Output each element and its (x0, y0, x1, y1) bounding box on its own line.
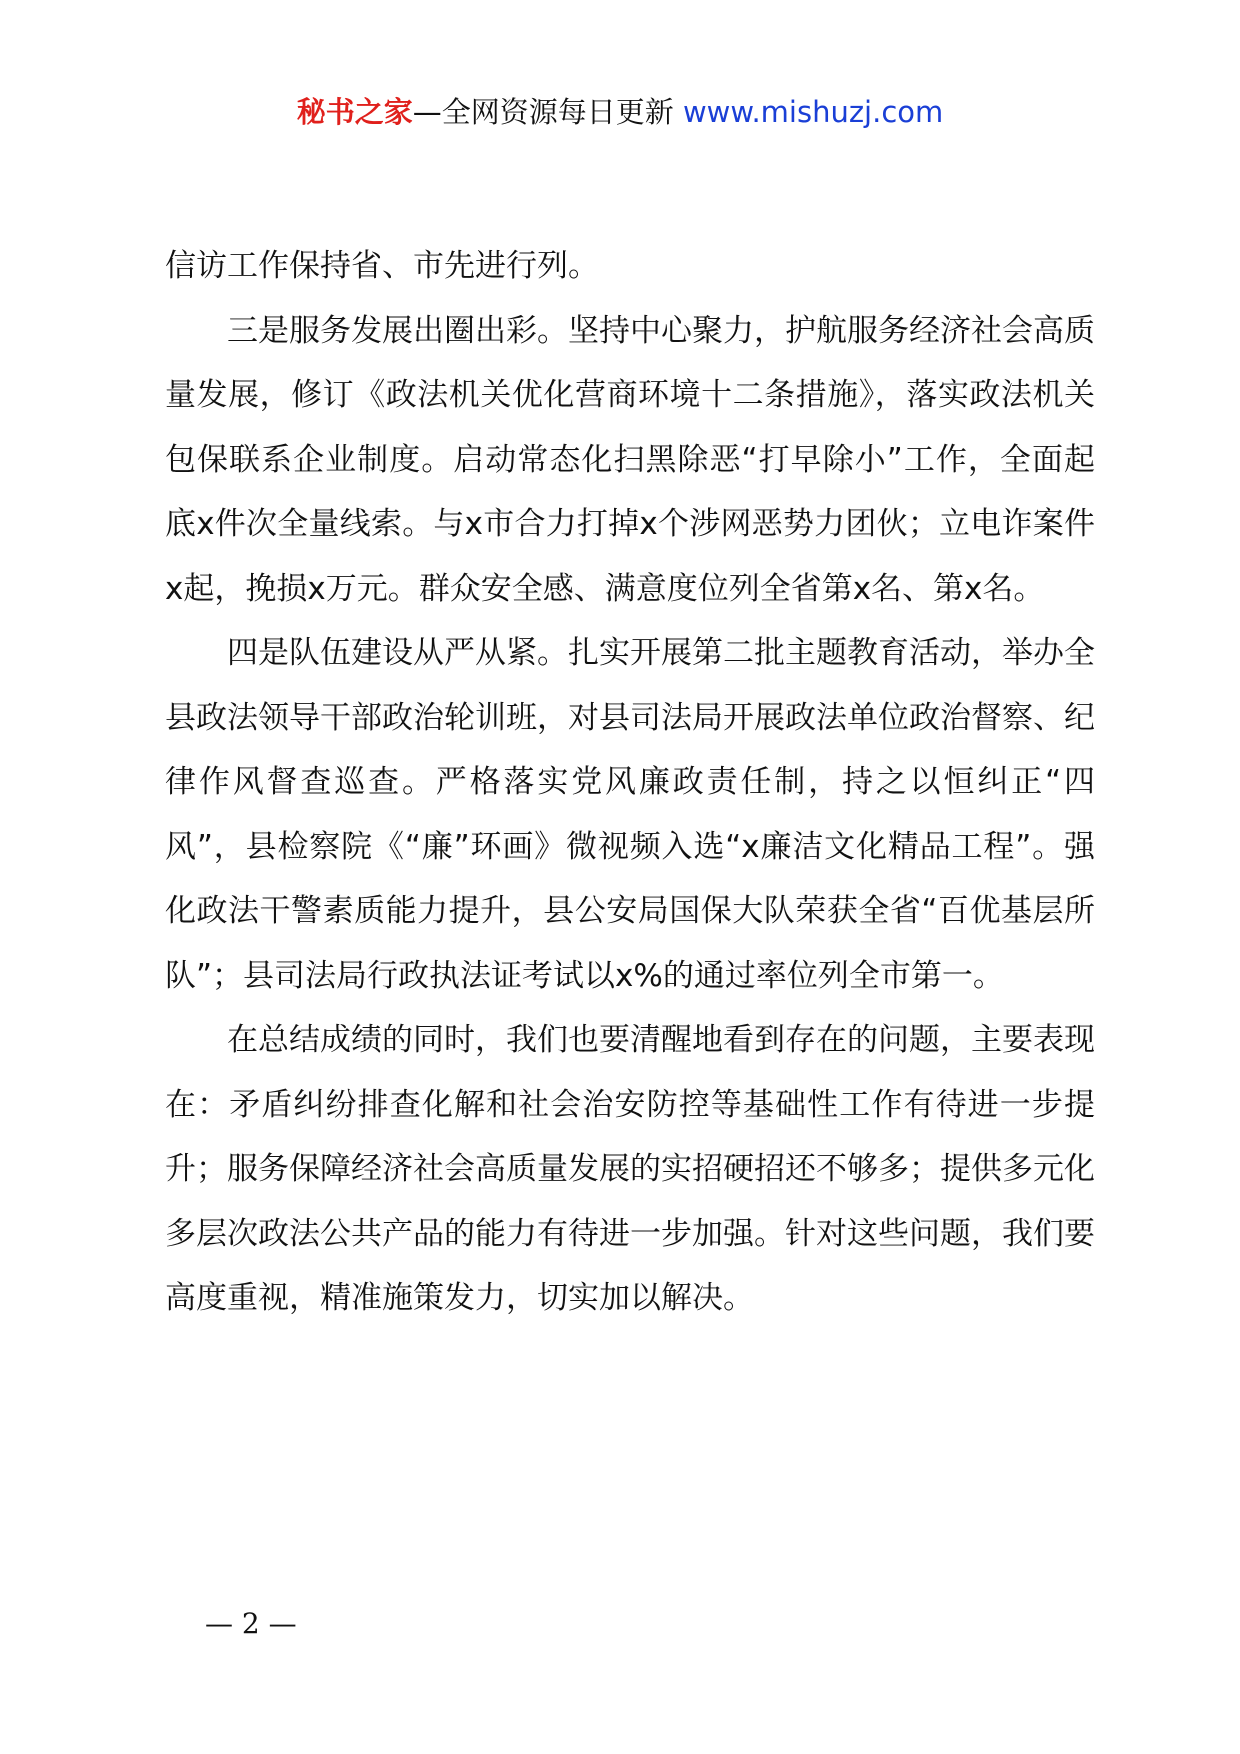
page-header (0, 92, 1240, 132)
paragraph-problems: 在总结成绩的同时，我们也要清醒地看到存在的问题，主要表现在：矛盾纠纷排查化解和社会治安防控等基础性工作有待进一步提升；服务保障经济社会高质量发展的实招硬招还不够多；提供多元化多层次政法公共产品的能力有待进一步加强。针对这些问题，我们要高度重视，精准施策发力，切实加以解决。 (165, 1022, 1095, 1316)
document-body (165, 234, 1095, 1331)
paragraph-team-building: 四是队伍建设从严从紧。扎实开展第二批主题教育活动，举办全县政法领导干部政治轮训班，对县司法局开展政法单位政治督察、纪律作风督查巡查。严格落实党风廉政责任制，持之以恒纠正“四风”，县检察院《“廉”环画》微视频入选“x廉洁文化精品工程”。强化政法干警素质能力提升，县公安局国保大队荣获全省“百优基层所队”；县司法局行政执法证考试以x%的通过率位列全市第一。 (165, 635, 1095, 994)
page-number: — 2 — (205, 1607, 297, 1640)
paragraph-service-development: 三是服务发展出圈出彩。坚持中心聚力，护航服务经济社会高质量发展，修订《政法机关优化营商环境十二条措施》，落实政法机关包保联系企业制度。启动常态化扫黑除恶“打早除小”工作，全面起底x件次全量线索。与x市合力打掉x个涉网恶势力团伙；立电诈案件x起，挽损x万元。群众安全感、满意度位列全省第x名、第x名。 (165, 312, 1095, 607)
site-brand: 秘书之家 (296, 95, 413, 129)
paragraph-continuation: 信访工作保持省、市先进行列。 (165, 248, 599, 284)
site-url[interactable]: www.mishuzj.com (682, 95, 944, 129)
site-slogan: —全网资源每日更新 (412, 95, 683, 129)
